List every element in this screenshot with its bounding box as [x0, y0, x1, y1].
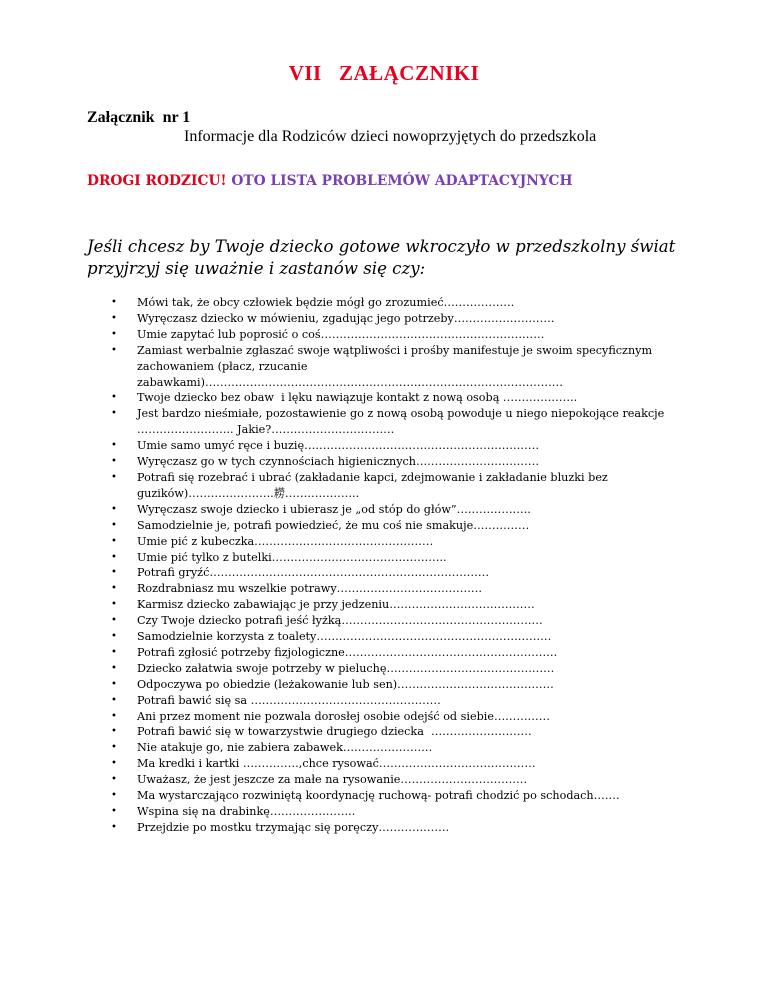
list-item	[87, 518, 667, 534]
bullet-icon: •	[111, 519, 117, 531]
list-item-text: Potrafi bawić się sa ……………………………………………	[137, 693, 441, 707]
bullet-icon: •	[111, 790, 117, 802]
bullet-icon: •	[111, 392, 117, 404]
list-item-text: Potrafi gryźć…………………………………………………………………	[137, 566, 490, 580]
list-item	[87, 438, 667, 454]
list-item	[87, 502, 667, 518]
list-item-text: Czy Twoje dziecko potrafi jeść łyżką………………………………………………	[137, 614, 543, 628]
list-item-text: Umie samo umyć ręce i buzię………………………………………………………	[137, 439, 540, 453]
list-item-text: Potrafi bawić się w towarzystwie drugiego dziecka ………………………	[137, 725, 532, 739]
bullet-icon: •	[111, 440, 117, 452]
list-item	[87, 406, 667, 438]
list-item-text: Wyręczasz dziecko w mówieniu, zgadując jego potrzeby………………………	[137, 311, 555, 325]
list-item-text: Umie pić z kubeczka…………………………………………	[137, 534, 434, 548]
bullet-icon: •	[111, 821, 117, 833]
list-item	[87, 756, 667, 772]
section-heading	[87, 173, 573, 189]
bullet-icon: •	[111, 456, 117, 468]
list-item	[87, 772, 667, 788]
list-item-text: Karmisz dziecko zabawiając je przy jedzeniu…………………………………	[137, 598, 535, 612]
problem-list	[87, 295, 667, 836]
bullet-icon: •	[111, 328, 117, 340]
list-item	[87, 804, 667, 820]
attachment-number: Załącznik nr 1	[87, 109, 191, 126]
page-title: VII ZAŁĄCZNIKI	[288, 61, 480, 85]
bullet-icon: •	[111, 742, 117, 754]
list-item	[87, 740, 667, 756]
list-item	[87, 709, 667, 725]
list-item	[87, 788, 667, 804]
list-item	[87, 597, 667, 613]
bullet-icon: •	[111, 599, 117, 611]
list-item-text: Rozdrabniasz mu wszelkie potrawy…………………………………	[137, 582, 483, 596]
list-item	[87, 534, 667, 550]
bullet-icon: •	[111, 583, 117, 595]
list-item-text: Ani przez moment nie pozwala dorosłej osobie odejść od siebie……………	[137, 709, 550, 723]
bullet-icon: •	[111, 408, 117, 420]
list-item-text: Potrafi się rozebrać i ubrać (zakładanie kapci, zdejmowanie i zakładanie bluzki bez guzików)…………………..耮………………..	[137, 470, 612, 500]
list-item-text: Umie pić tylko z butelki………………………………………..	[137, 550, 447, 564]
list-item	[87, 565, 667, 581]
bullet-icon: •	[111, 567, 117, 579]
list-item	[87, 693, 667, 709]
list-item-text: Umie zapytać lub poprosić o coś……………………………………………………	[137, 327, 545, 341]
list-item-text: Wspina się na drabinkę…………………..	[137, 805, 356, 818]
list-item-text: Mówi tak, że obcy człowiek będzie mógł go zrozumieć……………….	[137, 296, 515, 309]
list-item-text: Twoje dziecko bez obaw i lęku nawiązuje kontakt z nową osobą ………………..	[137, 391, 578, 405]
bullet-icon: •	[111, 774, 117, 786]
list-item-text: Potrafi zgłosić potrzeby fizjologiczne…………………………………………………	[137, 645, 558, 659]
bullet-icon: •	[111, 631, 117, 643]
bullet-icon: •	[111, 646, 117, 658]
list-item	[87, 390, 667, 406]
bullet-icon: •	[111, 694, 117, 706]
list-item-text: Nie atakuje go, nie zabiera zabawek……………………	[137, 741, 433, 755]
list-item	[87, 645, 667, 661]
list-item-text: Wyręczasz swoje dziecko i ubierasz je „od stóp do głów”………………..	[137, 502, 531, 516]
list-item-text: Wyręczasz go w tych czynnościach higienicznych……………………………	[137, 455, 540, 469]
list-item	[87, 677, 667, 693]
bullet-icon: •	[111, 344, 117, 356]
bullet-icon: •	[111, 710, 117, 722]
bullet-icon: •	[111, 471, 117, 483]
list-item	[87, 295, 667, 311]
intro-text: Jeśli chcesz by Twoje dziecko gotowe wkroczyło w przedszkolny świat przyjrzyj się uważnie i zastanów się czy:	[87, 237, 676, 278]
bullet-icon: •	[111, 535, 117, 547]
heading-list-title: OTO LISTA PROBLEMÓW ADAPTACYJNYCH	[231, 173, 573, 189]
list-item	[87, 454, 667, 470]
attachment-description: Informacje dla Rodziców dzieci nowoprzyjętych do przedszkola	[184, 128, 597, 145]
list-item	[87, 613, 667, 629]
bullet-icon: •	[111, 726, 117, 738]
list-item	[87, 470, 667, 502]
list-item	[87, 327, 667, 343]
list-item	[87, 581, 667, 597]
list-item-text: Zamiast werbalnie zgłaszać swoje wątpliwości i prośby manifestuje je swoim specyficznym zachowaniem (płacz, rzucanie zabawkami)……………………………………………………………………………………	[137, 343, 656, 389]
list-item	[87, 629, 667, 645]
bullet-icon: •	[111, 678, 117, 690]
list-item-text: Przejdzie po mostku trzymając się poręczy……………….	[137, 820, 450, 834]
list-item	[87, 343, 667, 391]
list-item-text: Dziecko załatwia swoje potrzeby w pieluchę………………………………………	[137, 661, 555, 675]
list-item-text: Ma kredki i kartki ……………,chce rysować……………………………………	[137, 757, 536, 771]
list-item	[87, 724, 667, 740]
list-item-text: Jest bardzo nieśmiałe, pozostawienie go z nową osobą powoduje u niego niepokojące reakcje …………………….. Jakie?……………………………	[137, 407, 668, 437]
bullet-icon: •	[111, 503, 117, 515]
bullet-icon: •	[111, 758, 117, 770]
list-item	[87, 661, 667, 677]
list-item	[87, 820, 667, 836]
list-item-text: Samodzielnie je, potrafi powiedzieć, że mu coś nie smakuje……………	[137, 518, 530, 532]
list-item-text: Uważasz, że jest jeszcze za małe na rysowanie…………………………….	[137, 773, 528, 787]
list-item-text: Ma wystarczająco rozwiniętą koordynację ruchową- potrafi chodzić po schodach…….	[137, 789, 620, 803]
bullet-icon: •	[111, 806, 117, 817]
heading-greeting: DROGI RODZICU!	[87, 173, 227, 189]
list-item-text: Odpoczywa po obiedzie (leżakowanie lub sen)……………………………………	[137, 677, 554, 691]
bullet-icon: •	[111, 312, 117, 324]
bullet-icon: •	[111, 297, 117, 308]
bullet-icon: •	[111, 615, 117, 627]
list-item-text: Samodzielnie korzysta z toalety………………………………………………………	[137, 630, 552, 644]
list-item	[87, 311, 667, 327]
bullet-icon: •	[111, 662, 117, 674]
bullet-icon: •	[111, 551, 117, 563]
list-item	[87, 550, 667, 566]
